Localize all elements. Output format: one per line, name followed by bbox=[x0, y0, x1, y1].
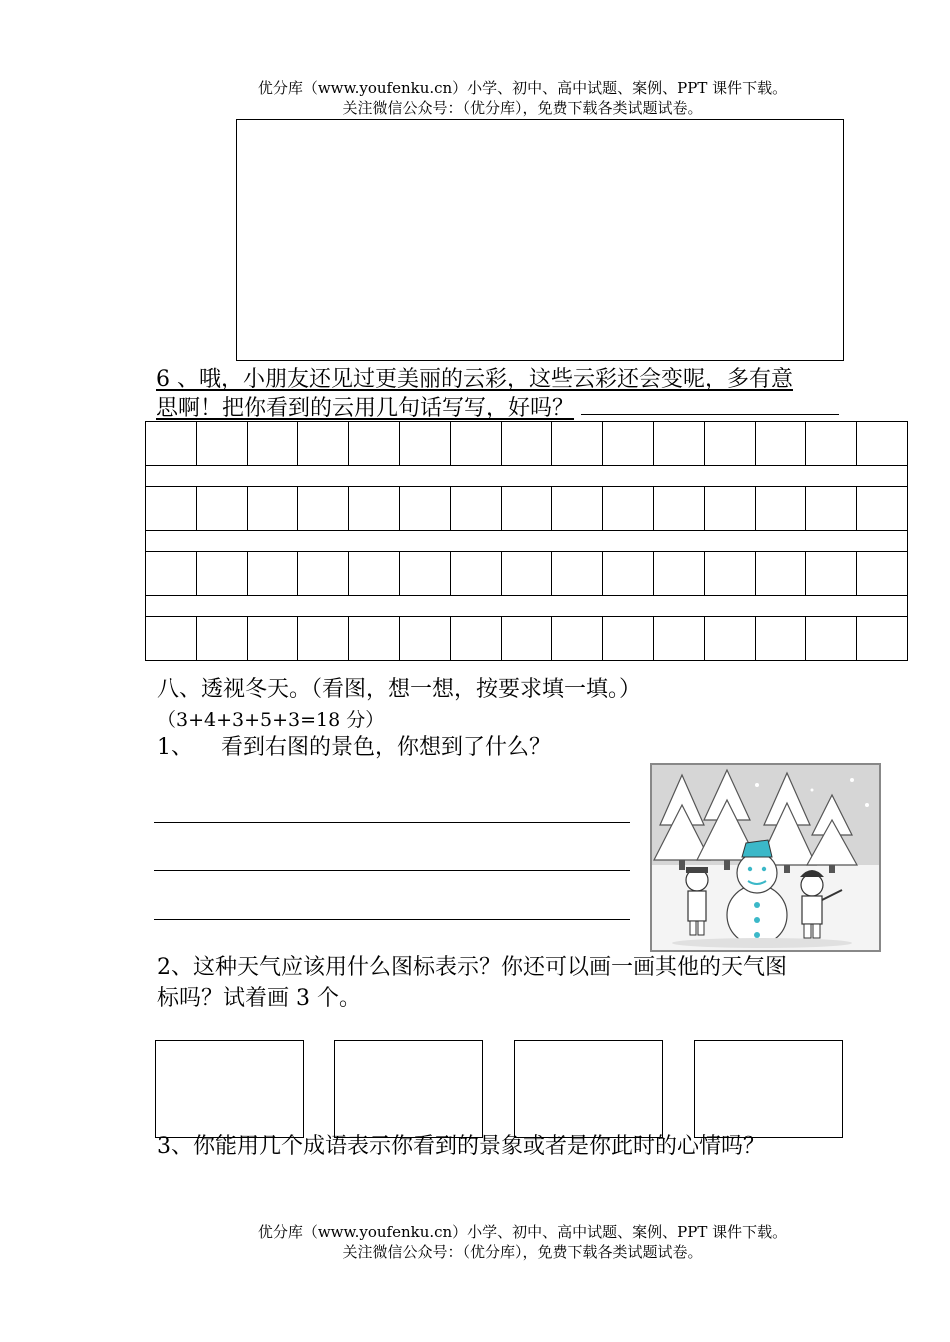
grid-row[interactable] bbox=[145, 486, 908, 531]
weather-icon-box-4[interactable] bbox=[694, 1040, 843, 1138]
grid-cell[interactable] bbox=[756, 616, 807, 661]
grid-row[interactable] bbox=[145, 421, 908, 466]
grid-cell[interactable] bbox=[806, 486, 857, 531]
grid-cell[interactable] bbox=[298, 486, 349, 531]
grid-row-gap bbox=[145, 596, 908, 616]
grid-row-gap bbox=[145, 466, 908, 486]
grid-cell[interactable] bbox=[400, 551, 451, 596]
grid-cell[interactable] bbox=[552, 486, 603, 531]
page-footer bbox=[0, 1222, 950, 1262]
grid-cell[interactable] bbox=[502, 421, 553, 466]
writing-grid[interactable] bbox=[145, 421, 908, 661]
grid-cell[interactable] bbox=[857, 486, 908, 531]
footer-line-1: 优分库（www.youfenku.cn）小学、初中、高中试题、案例、PPT 课件下载。 bbox=[257, 1223, 788, 1241]
grid-cell[interactable] bbox=[146, 616, 197, 661]
question-8-2-line-1: 2、这种天气应该用什么图标表示？你还可以画一画其他的天气图 bbox=[157, 955, 787, 980]
grid-cell[interactable] bbox=[806, 616, 857, 661]
grid-cell[interactable] bbox=[756, 551, 807, 596]
grid-cell[interactable] bbox=[298, 551, 349, 596]
grid-cell[interactable] bbox=[502, 551, 553, 596]
header-line-1: 优分库（www.youfenku.cn）小学、初中、高中试题、案例、PPT 课件下载。 bbox=[257, 79, 788, 97]
grid-cell[interactable] bbox=[451, 551, 502, 596]
winter-snowman-illustration bbox=[650, 763, 881, 952]
grid-cell[interactable] bbox=[502, 486, 553, 531]
grid-cell[interactable] bbox=[603, 616, 654, 661]
answer-line-1[interactable] bbox=[154, 822, 630, 823]
grid-row-gap bbox=[145, 531, 908, 551]
grid-row[interactable] bbox=[145, 551, 908, 596]
grid-cell[interactable] bbox=[146, 421, 197, 466]
grid-cell[interactable] bbox=[349, 551, 400, 596]
grid-cell[interactable] bbox=[654, 616, 705, 661]
question-6-line-2-wrap bbox=[156, 394, 896, 423]
grid-cell[interactable] bbox=[197, 421, 248, 466]
question-6 bbox=[156, 366, 896, 423]
grid-cell[interactable] bbox=[603, 421, 654, 466]
question-8-2-line-2: 标吗？试着画 3 个。 bbox=[157, 986, 361, 1011]
grid-cell[interactable] bbox=[705, 486, 756, 531]
answer-line-3[interactable] bbox=[154, 919, 630, 920]
grid-cell[interactable] bbox=[552, 616, 603, 661]
grid-cell[interactable] bbox=[298, 616, 349, 661]
question-6-underline-fill bbox=[581, 394, 839, 415]
grid-cell[interactable] bbox=[552, 421, 603, 466]
question-6-line-2: 思啊！把你看到的云用几句话写写，好吗？ bbox=[156, 396, 575, 421]
grid-cell[interactable] bbox=[857, 421, 908, 466]
grid-cell[interactable] bbox=[349, 616, 400, 661]
drawing-box-clouds[interactable] bbox=[236, 119, 844, 361]
grid-cell[interactable] bbox=[603, 551, 654, 596]
question-8-3: 3、你能用几个成语表示你看到的景象或者是你此时的心情吗？ bbox=[157, 1134, 765, 1159]
answer-line-2[interactable] bbox=[154, 870, 630, 871]
grid-cell[interactable] bbox=[705, 616, 756, 661]
grid-cell[interactable] bbox=[400, 486, 451, 531]
header-line-2: 关注微信公众号：（优分库），免费下载各类试题试卷。 bbox=[342, 99, 703, 117]
weather-icon-box-3[interactable] bbox=[514, 1040, 663, 1138]
grid-cell[interactable] bbox=[248, 421, 299, 466]
grid-cell[interactable] bbox=[146, 551, 197, 596]
grid-cell[interactable] bbox=[502, 616, 553, 661]
grid-cell[interactable] bbox=[603, 486, 654, 531]
grid-cell[interactable] bbox=[451, 616, 502, 661]
question-6-line-1: 6 、哦，小朋友还见过更美丽的云彩，这些云彩还会变呢，多有意 bbox=[156, 367, 793, 392]
grid-cell[interactable] bbox=[400, 616, 451, 661]
grid-cell[interactable] bbox=[197, 551, 248, 596]
grid-cell[interactable] bbox=[705, 551, 756, 596]
question-8-1: 1、 看到右图的景色，你想到了什么？ bbox=[157, 735, 551, 760]
grid-cell[interactable] bbox=[248, 551, 299, 596]
grid-cell[interactable] bbox=[806, 421, 857, 466]
grid-cell[interactable] bbox=[705, 421, 756, 466]
grid-cell[interactable] bbox=[756, 486, 807, 531]
grid-cell[interactable] bbox=[654, 486, 705, 531]
grid-cell[interactable] bbox=[248, 616, 299, 661]
grid-cell[interactable] bbox=[756, 421, 807, 466]
grid-cell[interactable] bbox=[654, 551, 705, 596]
grid-row[interactable] bbox=[145, 616, 908, 661]
grid-cell[interactable] bbox=[654, 421, 705, 466]
grid-cell[interactable] bbox=[197, 486, 248, 531]
grid-cell[interactable] bbox=[451, 421, 502, 466]
weather-icon-box-1[interactable] bbox=[155, 1040, 304, 1138]
grid-cell[interactable] bbox=[451, 486, 502, 531]
grid-cell[interactable] bbox=[248, 486, 299, 531]
grid-cell[interactable] bbox=[197, 616, 248, 661]
grid-cell[interactable] bbox=[349, 421, 400, 466]
winter-scene-icon bbox=[652, 765, 879, 950]
grid-cell[interactable] bbox=[146, 486, 197, 531]
weather-icon-box-2[interactable] bbox=[334, 1040, 483, 1138]
section-8-score: （3+4+3+5+3=18 分） bbox=[157, 709, 385, 731]
page-header bbox=[0, 78, 950, 118]
section-8-title: 八、透视冬天。（看图，想一想，按要求填一填。） bbox=[157, 677, 642, 702]
grid-cell[interactable] bbox=[400, 421, 451, 466]
grid-cell[interactable] bbox=[298, 421, 349, 466]
grid-cell[interactable] bbox=[552, 551, 603, 596]
grid-cell[interactable] bbox=[857, 616, 908, 661]
footer-line-2: 关注微信公众号：（优分库），免费下载各类试题试卷。 bbox=[342, 1243, 703, 1261]
grid-cell[interactable] bbox=[806, 551, 857, 596]
grid-cell[interactable] bbox=[349, 486, 400, 531]
grid-cell[interactable] bbox=[857, 551, 908, 596]
